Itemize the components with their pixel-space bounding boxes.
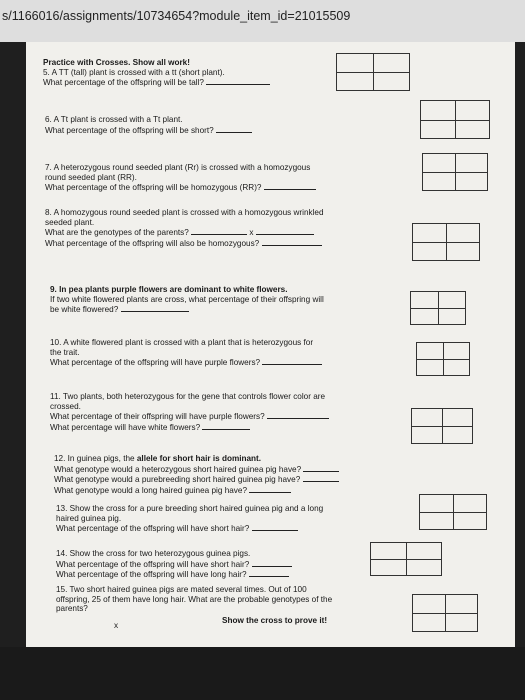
q11-white-blank[interactable]	[202, 422, 250, 430]
question-5	[43, 58, 270, 88]
q13-line3: What percentage of the offspring will have short hair?	[56, 524, 250, 534]
q13-line1: 13. Show the cross for a pure breeding short haired guinea pig and a long	[56, 504, 324, 513]
url-text[interactable]: s/1166016/assignments/10734654?module_item_id=21015509	[2, 9, 351, 23]
q14-line3: What percentage of the offspring will have long hair?	[56, 570, 247, 580]
q7-line3: What percentage of the offspring will be homozygous (RR)?	[45, 183, 262, 193]
question-11	[50, 392, 329, 432]
q12-line3: What genotype would a purebreeding short haired guinea pig have?	[54, 475, 301, 485]
q5-line2: What percentage of the offspring will be tall?	[43, 78, 204, 88]
q11-line4: What percentage will have white flowers?	[50, 422, 201, 432]
worksheet-page	[26, 42, 515, 647]
punnett-square-q14	[370, 542, 442, 576]
q14-line2: What percentage of the offspring will have short hair?	[56, 559, 250, 569]
q13-answer-blank[interactable]	[252, 523, 298, 531]
q8-cross-symbol: x	[249, 228, 254, 238]
q10-answer-blank[interactable]	[262, 357, 322, 365]
q7-answer-blank[interactable]	[264, 182, 316, 190]
q8-parent2-blank[interactable]	[256, 227, 314, 235]
q12-line1-b: allele for short hair is dominant.	[136, 454, 262, 463]
q8-line4: What percentage of the offspring will also be homozygous?	[45, 238, 260, 248]
q14-short-blank[interactable]	[252, 559, 292, 567]
punnett-square-q10	[416, 342, 470, 376]
q6-line2: What percentage of the offspring will be short?	[45, 125, 214, 135]
q15-show-cross: Show the cross to prove it!	[222, 616, 328, 625]
punnett-square-q11	[411, 408, 473, 444]
question-6	[45, 115, 252, 135]
q12-line2: What genotype would a heterozygous short haired guinea pig have?	[54, 464, 302, 474]
punnett-square-q9	[410, 291, 466, 325]
background-desk	[0, 647, 525, 700]
q14-long-blank[interactable]	[249, 569, 289, 577]
q12-line4: What genotype would a long haired guinea pig have?	[54, 485, 248, 495]
q5-line1: 5. A TT (tall) plant is crossed with a tt (short plant).	[43, 67, 225, 77]
q11-purple-blank[interactable]	[267, 411, 329, 419]
q14-line1: 14. Show the cross for two heterozygous guinea pigs.	[56, 549, 251, 558]
q12-pure-blank[interactable]	[303, 474, 339, 482]
question-13	[56, 504, 323, 534]
q8-parent1-blank[interactable]	[191, 227, 247, 235]
question-14	[56, 549, 292, 580]
q11-line3: What percentage of their offspring will have purple flowers?	[50, 412, 265, 422]
q8-line1: 8. A homozygous round seeded plant is crossed with a homozygous wrinkled	[45, 208, 324, 217]
q12-long-blank[interactable]	[249, 485, 291, 493]
q10-line1: 10. A white flowered plant is crossed with a plant that is heterozygous for	[50, 338, 314, 347]
punnett-square-q5	[336, 53, 410, 91]
question-8	[45, 208, 324, 248]
q8-line2: seeded plant.	[45, 217, 95, 227]
q11-line1: 11. Two plants, both heterozygous for the gene that controls flower color are	[50, 392, 326, 401]
question-10	[50, 338, 322, 368]
q6-line1: 6. A Tt plant is crossed with a Tt plant.	[45, 115, 183, 124]
q9-line2: If two white flowered plants are cross, what percentage of their offspring will	[50, 294, 324, 304]
q9-line3: be white flowered?	[50, 305, 119, 315]
punnett-square-q13	[419, 494, 487, 530]
q5-answer-blank[interactable]	[206, 77, 270, 85]
q7-line1: 7. A heterozygous round seeded plant (Rr) is crossed with a homozygous	[45, 163, 311, 172]
q8-answer-blank[interactable]	[262, 238, 322, 246]
q10-line3: What percentage of the offspring will have purple flowers?	[50, 358, 261, 368]
question-9	[50, 285, 324, 315]
q7-line2: round seeded plant (RR).	[45, 172, 137, 182]
browser-address-bar	[0, 0, 525, 42]
punnett-square-q15	[412, 594, 478, 632]
q15-line1: 15. Two short haired guinea pigs are mated several times. Out of 100	[56, 585, 307, 594]
question-7	[45, 163, 316, 193]
q10-line2: the trait.	[50, 347, 80, 357]
q15-cross-symbol: x	[114, 621, 119, 630]
q8-line3: What are the genotypes of the parents?	[45, 228, 189, 238]
q9-answer-blank[interactable]	[121, 304, 189, 312]
q15-line2: offspring, 25 of them have long hair. What are the probable genotypes of the	[56, 594, 333, 604]
punnett-square-q8	[412, 223, 480, 261]
question-15	[56, 585, 332, 614]
worksheet-heading: Practice with Crosses. Show all work!	[43, 58, 190, 67]
q11-line2: crossed.	[50, 401, 81, 411]
q12-hetero-blank[interactable]	[303, 464, 339, 472]
q6-answer-blank[interactable]	[216, 125, 252, 133]
q12-line1-a: 12. In guinea pigs, the	[54, 454, 137, 463]
q15-line3: parents?	[56, 604, 88, 614]
q13-line2: haired guinea pig.	[56, 513, 122, 523]
q9-line1: 9. In pea plants purple flowers are dominant to white flowers.	[50, 285, 288, 294]
question-12	[54, 454, 339, 495]
punnett-square-q7	[422, 153, 488, 191]
punnett-square-q6	[420, 100, 490, 139]
